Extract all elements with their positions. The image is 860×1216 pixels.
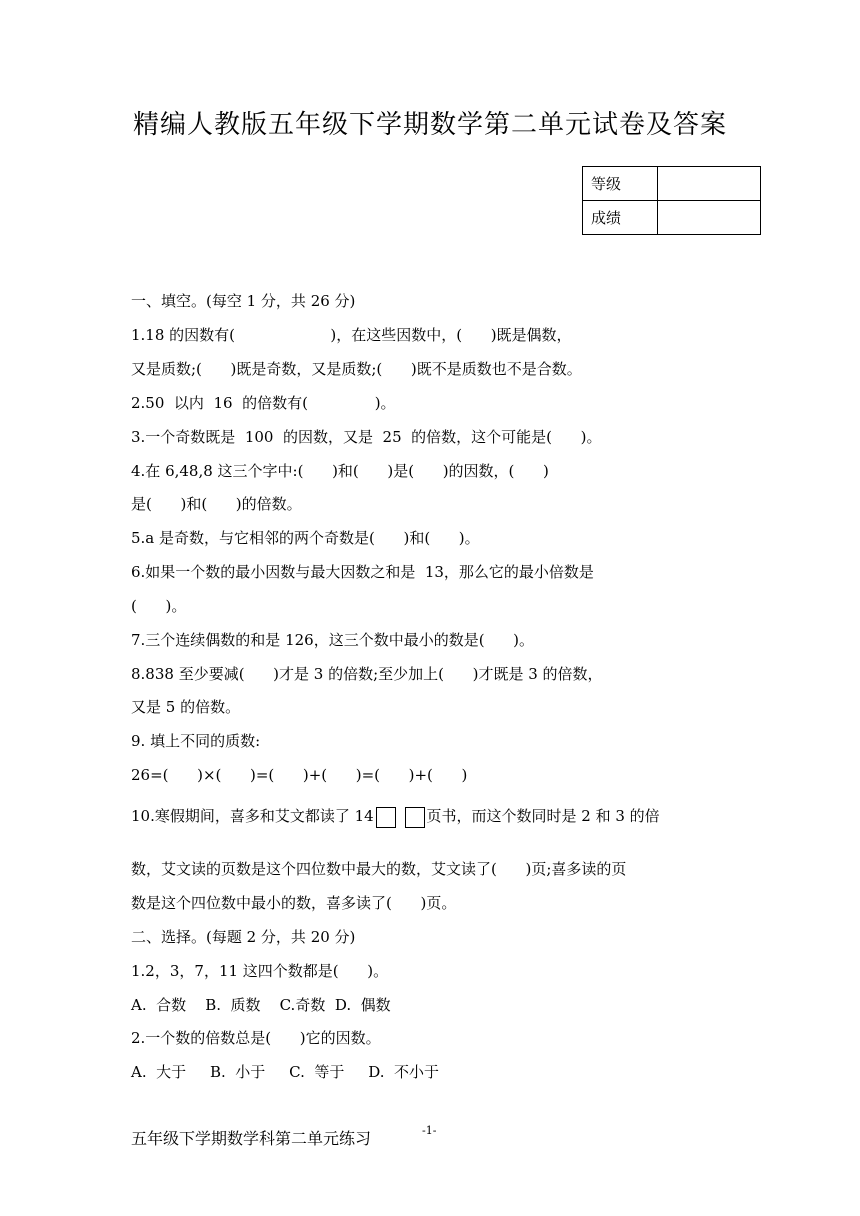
q6-line-1: 6.如果一个数的最小因数与最大因数之和是 13，那么它的最小倍数是 <box>131 563 594 581</box>
mc1-options: A. 合数 B. 质数 C.奇数 D. 偶数 <box>131 996 391 1014</box>
q4-line-2: 是( )和( )的倍数。 <box>131 495 302 513</box>
q1-line-1: 1.18 的因数有( )，在这些因数中，( )既是偶数， <box>131 326 572 344</box>
score-value <box>658 201 761 235</box>
score-label: 成绩 <box>583 201 658 235</box>
grade-value <box>658 167 761 201</box>
q1-line-2: 又是质数;( )既是奇数，又是质数;( )既不是质数也不是合数。 <box>131 360 582 378</box>
q7-line: 7.三个连续偶数的和是 126，这三个数中最小的数是( )。 <box>131 631 535 649</box>
section-2-heading: 二、选择。(每题 2 分，共 20 分) <box>131 928 356 946</box>
q4-line-1: 4.在 6,48,8 这三个字中:( )和( )是( )的因数，( ) <box>131 462 549 480</box>
q6-line-2: ( )。 <box>131 597 187 615</box>
q10-line-3: 数是这个四位数中最小的数，喜多读了( )页。 <box>131 894 457 912</box>
mc2-question: 2.一个数的倍数总是( )它的因数。 <box>131 1029 381 1047</box>
score-row <box>583 201 761 235</box>
q8-line-2: 又是 5 的倍数。 <box>131 698 241 716</box>
mc1-question: 1.2，3，7，11 这四个数都是( )。 <box>131 962 389 980</box>
digit-box[interactable] <box>376 807 396 828</box>
page-number: -1- <box>422 1124 437 1137</box>
q5-line: 5.a 是奇数，与它相邻的两个奇数是( )和( )。 <box>131 529 480 547</box>
q10-suffix: 页书，而这个数同时是 2 和 3 的倍 <box>426 807 660 825</box>
page-title: 精编人教版五年级下学期数学第二单元试卷及答案 <box>132 110 727 140</box>
grade-table <box>582 166 761 235</box>
footer-text: 五年级下学期数学科第二单元练习 <box>131 1129 372 1148</box>
q8-line-1: 8.838 至少要减( )才是 3 的倍数;至少加上( )才既是 3 的倍数， <box>131 665 603 683</box>
section-1-heading: 一、填空。(每空 1 分，共 26 分) <box>131 292 356 310</box>
grade-row <box>583 167 761 201</box>
q9-line-1: 9. 填上不同的质数: <box>131 732 261 750</box>
mc2-options: A. 大于 B. 小于 C. 等于 D. 不小于 <box>131 1063 440 1081</box>
digit-box[interactable] <box>405 807 425 828</box>
q10-line-1 <box>131 806 660 828</box>
q3-line: 3.一个奇数既是 100 的因数，又是 25 的倍数，这个可能是( )。 <box>131 428 602 446</box>
q10-line-2: 数，艾文读的页数是这个四位数中最大的数，艾文读了( )页;喜多读的页 <box>131 860 627 878</box>
q9-line-2: 26=( )×( )=( )+( )=( )+( ) <box>131 766 468 784</box>
grade-label: 等级 <box>583 167 658 201</box>
q10-prefix: 10.寒假期间，喜多和艾文都读了 14 <box>131 807 374 825</box>
q2-line: 2.50 以内 16 的倍数有( )。 <box>131 394 396 412</box>
